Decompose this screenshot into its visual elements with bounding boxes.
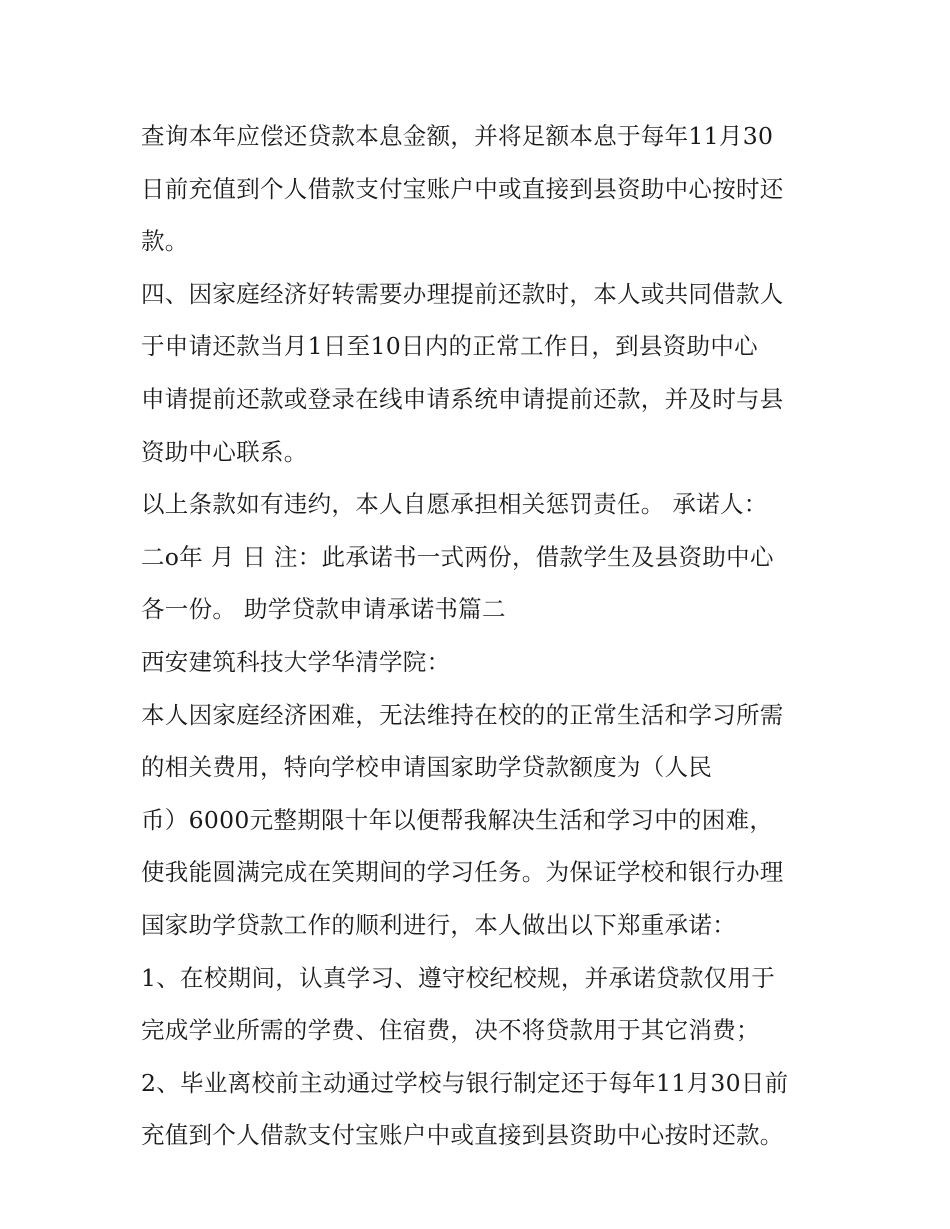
text-line: 查询本年应偿还贷款本息金额，并将足额本息于每年11月30 — [141, 122, 774, 150]
text-line: 1、在校期间，认真学习、遵守校纪校规，并承诺贷款仅用于 — [141, 963, 776, 992]
text-line: 款。 — [141, 227, 189, 256]
text-line: 申请提前还款或登录在线申请系统申请提前还款，并及时与县 — [141, 384, 784, 413]
text-line: 使我能圆满完成在笑期间的学习任务。为保证学校和银行办理 — [141, 858, 784, 887]
text-line: 完成学业所需的学费、住宿费，决不将贷款用于其它消费； — [141, 1016, 760, 1045]
text-line: 于申请还款当月1日至10日内的正常工作日，到县资助中心 — [141, 332, 758, 361]
text-line: 日前充值到个人借款支付宝账户中或直接到县资助中心按时还 — [141, 174, 784, 203]
text-line: 币）6000元整期限十年以便帮我解决生活和学习中的困难， — [141, 805, 774, 834]
text-line: 的相关费用，特向学校申请国家助学贷款额度为（人民 — [141, 753, 713, 782]
text-line: 二o年 月 日 注：此承诺书一式两份，借款学生及县资助中心 — [141, 542, 774, 571]
text-line: 2、毕业离校前主动通过学校与银行制定还于每年11月30日前 — [141, 1068, 789, 1097]
text-line: 充值到个人借款支付宝账户中或直接到县资助中心按时还款。 — [141, 1121, 784, 1150]
text-line: 各一份。 助学贷款申请承诺书篇二 — [141, 595, 506, 624]
text-line: 国家助学贷款工作的顺利进行，本人做出以下郑重承诺： — [141, 910, 736, 939]
text-line: 资助中心联系。 — [141, 437, 308, 466]
document-body — [141, 110, 831, 1162]
text-line: 西安建筑科技大学华清学院： — [141, 647, 451, 676]
text-line: 本人因家庭经济困难，无法维持在校的的正常生活和学习所需 — [141, 700, 784, 729]
text-line: 以上条款如有违约，本人自愿承担相关惩罚责任。 承诺人： — [141, 490, 768, 519]
text-line: 四、因家庭经济好转需要办理提前还款时，本人或共同借款人 — [141, 279, 784, 308]
